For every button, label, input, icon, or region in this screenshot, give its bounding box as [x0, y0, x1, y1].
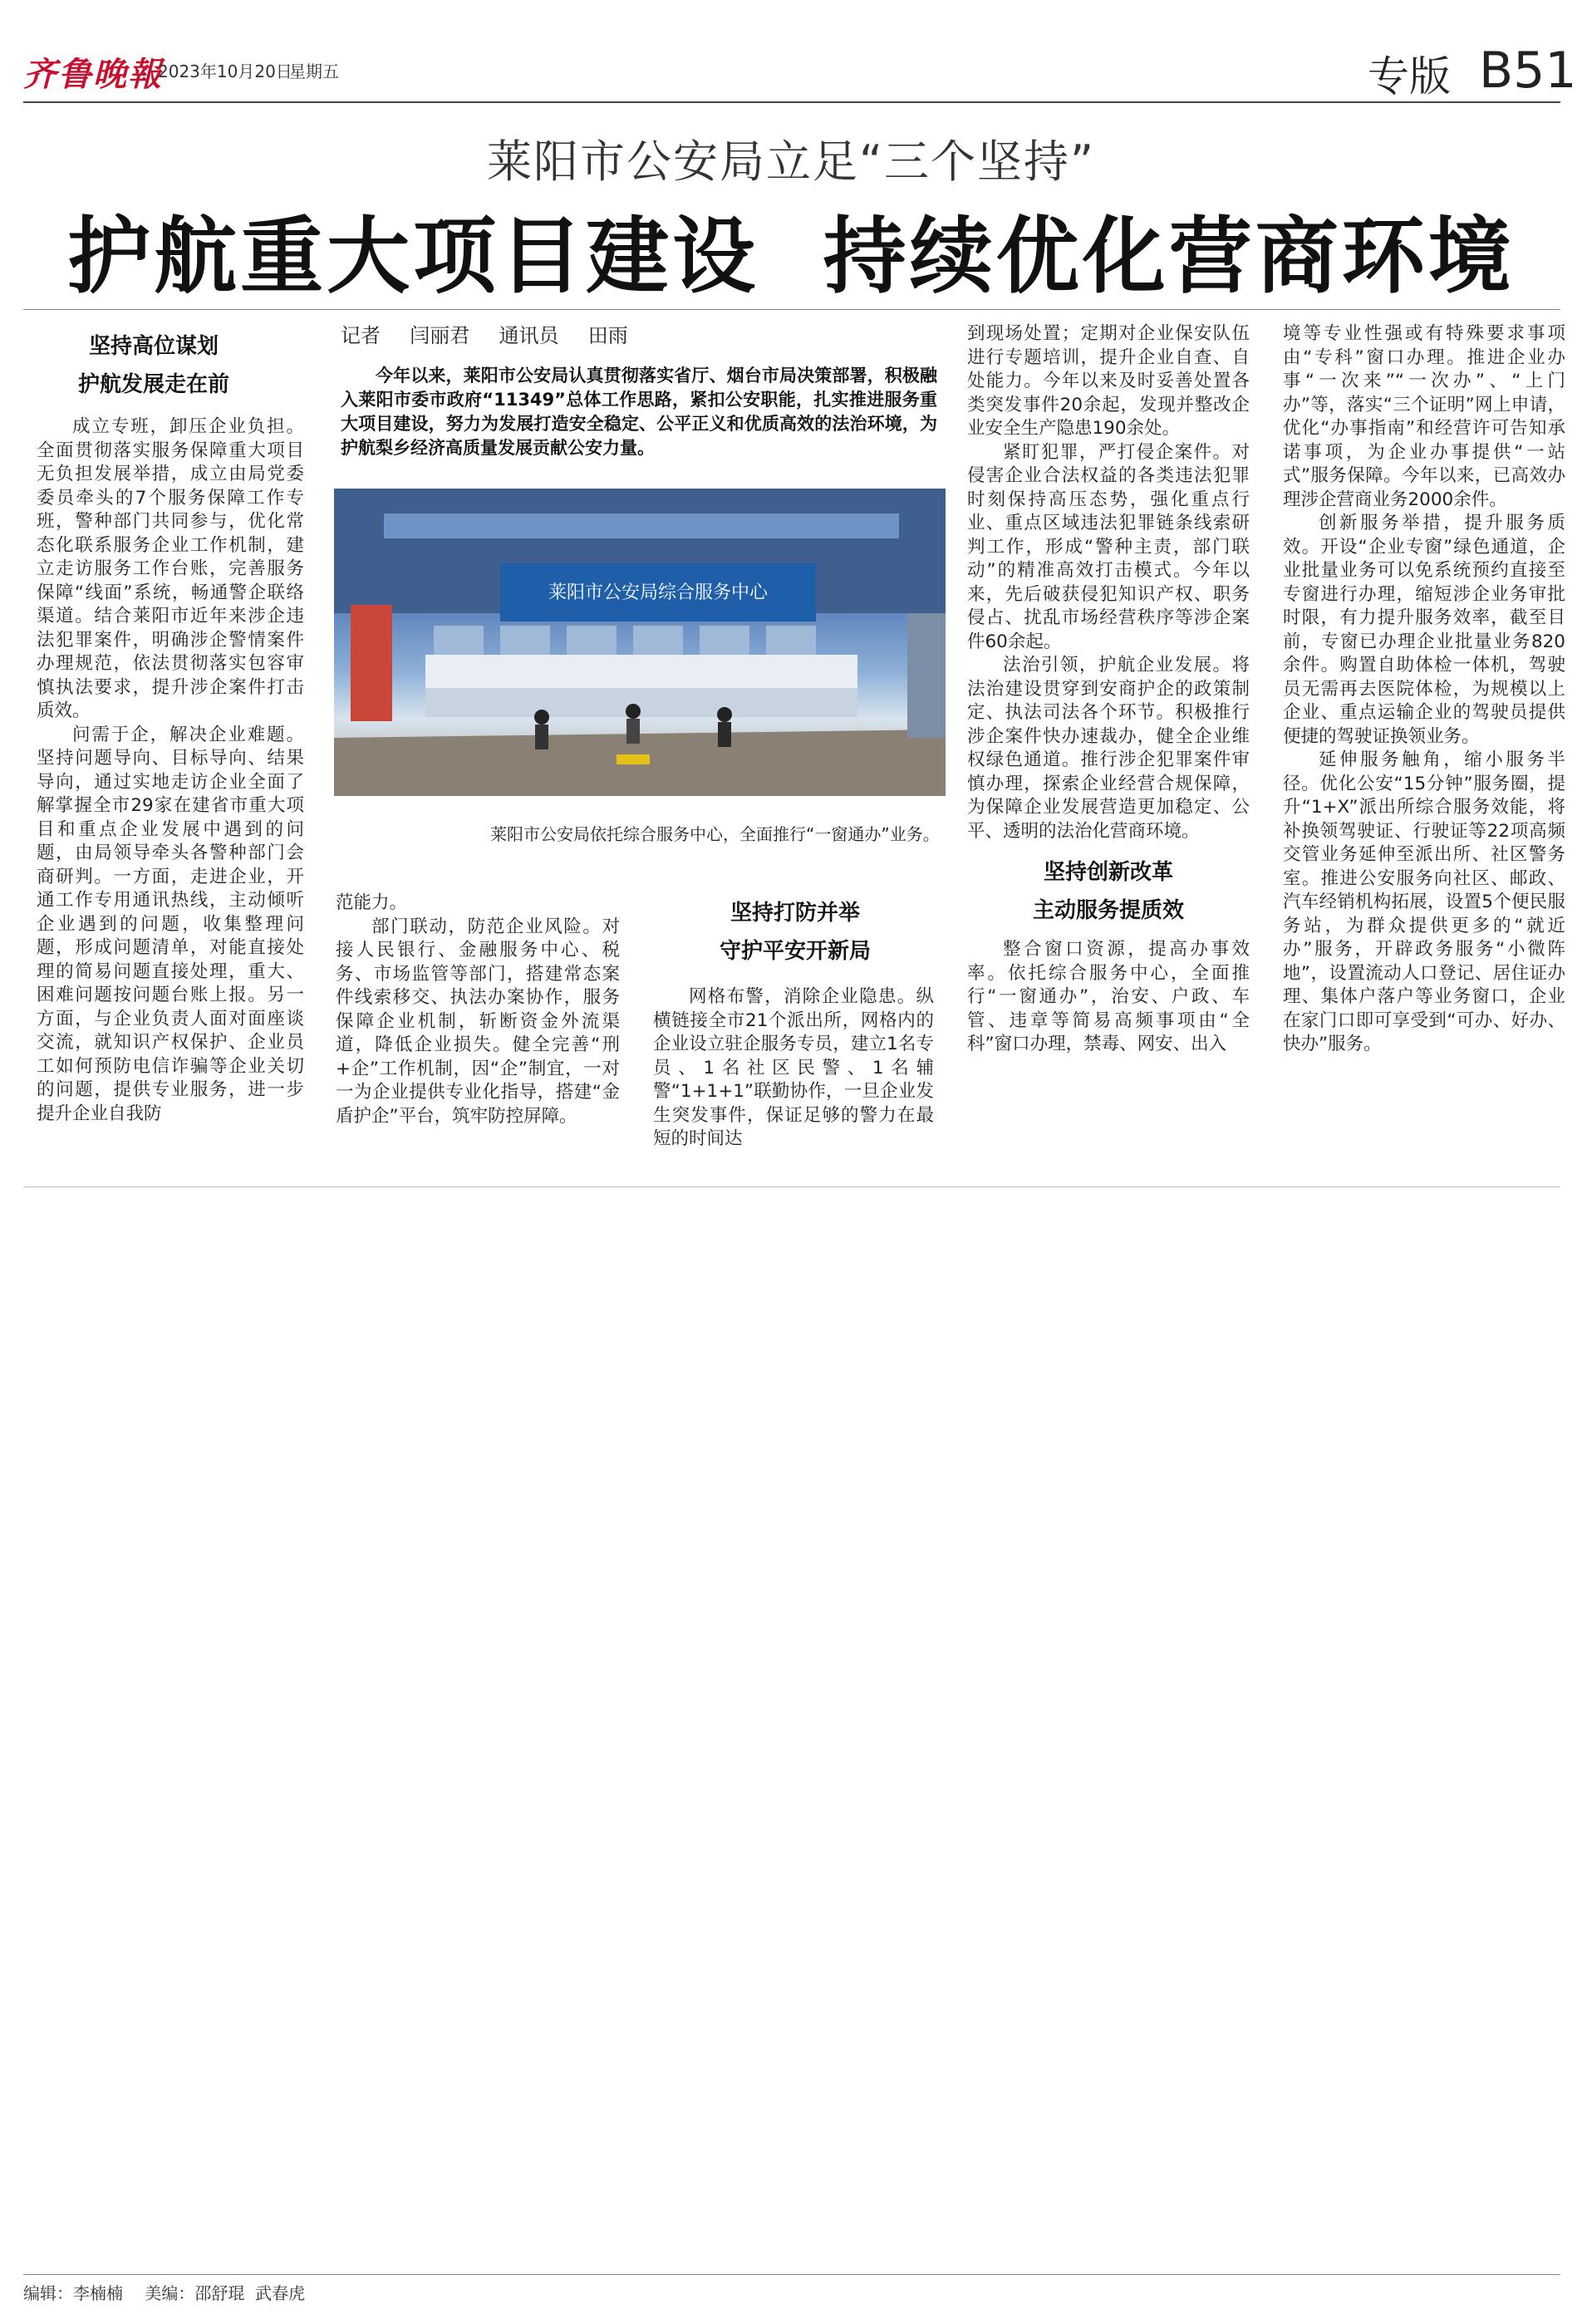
section-label: 专版 — [1368, 52, 1451, 101]
header-rule — [23, 101, 1560, 103]
section-heading-2-line2: 守护平安开新局 — [719, 939, 871, 964]
section-heading-3 — [967, 853, 1250, 930]
footer-rule — [23, 2274, 1560, 2275]
page-number: B51 — [1479, 42, 1577, 100]
column-5 — [1283, 322, 1565, 1057]
paragraph: 部门联动，防范企业风险。对接人民银行、金融服务中心、税务、市场监管等部门，搭建常态案件线索移交、执法办案协作，服务保障企业机制，斩断资金外流渠道，降低企业损失。健全完善“刑+企”工作机制，因“企”制宜，一对一为企业提供专业化指导，搭建“金盾护企”平台，筑牢防控屏障。 — [336, 916, 620, 1127]
column-3 — [653, 985, 934, 1152]
hall-banner-text: 莱阳市公安局综合服务中心 — [548, 582, 769, 603]
title-rule — [23, 309, 1560, 310]
column-1 — [37, 415, 304, 1126]
section-heading-2-line1: 坚持打防并举 — [730, 901, 860, 926]
issue-weekday: 星期五 — [289, 61, 339, 81]
paragraph: 境等专业性强或有特殊要求事项由“专科”窗口办理。推进企业办事“一次来”“一次办”、“上门办”等，落实“三个证明”网上申请，优化“办事指南”和经营许可告知承诺事项，为企业办事提供“一站式”服务保障。今年以来，已高效办理涉企营商业务2000余件。 — [1283, 323, 1565, 510]
section-heading-1-line2: 护航发展走在前 — [77, 372, 229, 397]
article-subhead: 莱阳市公安局立足“三个坚持” — [487, 135, 1095, 188]
footer-credits — [23, 2280, 322, 2304]
article-headline: 护航重大项目建设 持续优化营商环境 — [67, 207, 1515, 305]
byline: 记者 闫丽君 通讯员 田雨 — [341, 324, 628, 347]
section-heading-3-line1: 坚持创新改革 — [1043, 860, 1173, 885]
column-4 — [967, 322, 1250, 1057]
paragraph: 法治引领，护航企业发展。将法治建设贯穿到安商护企的政策制定、执法司法各个环节。积极推行涉企案件快办速裁办，健全企业维权绿色通道。推行涉企犯罪案件审慎办理，探索企业经营合规保障，为保障企业发展营造更加稳定、公平、透明的法治化营商环境。 — [967, 655, 1250, 842]
section-heading-3-line2: 主动服务提质效 — [1032, 898, 1184, 923]
paragraph: 成立专班，卸压企业负担。全面贯彻落实服务保障重大项目无负担发展举措，成立由局党委委员牵头的7个服务保障工作专班，警种部门共同参与，优化常态化联系服务企业工作机制，建立走访服务工作台账，完善服务保障“线面”系统，畅通警企联络渠道。结合莱阳市近年来涉企违法犯罪案件，明确涉企警情案件办理规范，依法贯彻落实包容审慎执法要求，提升涉企案件打击质效。 — [37, 416, 304, 721]
paragraph: 问需于企，解决企业难题。坚持问题导向、目标导向、结果导向，通过实地走访企业全面了解掌握全市29家在建省市重大项目和重点企业发展中遇到的问题，由局领导牵头各警种部门会商研判。一方面，走进企业，开通工作专用通讯热线，主动倾听企业遇到的问题，收集整理问题，形成问题清单，对能直接处理的简易问题直接处理，重大、困难问题按问题台账上报。另一方面，与企业负责人面对面座谈交流，就知识产权保护、企业员工如何预防电信诈骗等企业关切的问题，提供专业服务，进一步提升企业自我防 — [37, 724, 304, 1124]
paragraph: 整合窗口资源，提高办事效率。依托综合服务中心，全面推行“一窗通办”，治安、户政、车管、违章等简易高频事项由“全科”窗口办理，禁毒、网安、出入 — [967, 939, 1250, 1054]
editor-credit: 编辑：李楠楠 — [23, 2283, 123, 2303]
section-heading-1 — [40, 327, 268, 404]
masthead-logo: 齐鲁晚報 — [23, 55, 163, 94]
section-heading-2 — [658, 894, 932, 970]
service-hall-illustration — [334, 489, 946, 796]
photo-caption: 莱阳市公安局依托综合服务中心，全面推行“一窗通办”业务。 — [490, 824, 940, 844]
paragraph: 到现场处置；定期对企业保安队伍进行专题培训，提升企业自查、自处能力。今年以来及时妥善处置各类突发事件20余起，发现并整改企业安全生产隐患190余处。 — [967, 323, 1250, 439]
article-lead: 今年以来，莱阳市公安局认真贯彻落实省厅、烟台市局决策部署，积极融入莱阳市委市政府“11349”总体工作思路，紧扣公安职能，扎实推进服务重大项目建设，努力为发展打造安全稳定、公平正义和优质高效的法治环境，为护航梨乡经济高质量发展贡献公安力量。 — [341, 366, 937, 458]
paragraph: 网格布警，消除企业隐患。纵横链接全市21个派出所，网格内的企业设立驻企服务专员，建立1名专员、1名社区民警、1名辅警“1+1+1”联勤协作，一旦企业发生突发事件，保证足够的警力在最短的时间达 — [653, 986, 934, 1149]
news-photo — [334, 489, 946, 796]
paragraph: 延伸服务触角，缩小服务半径。优化公安“15分钟”服务圈，提升“1+X”派出所综合服务效能，将补换领驾驶证、行驶证等22项高频交管业务延伸至派出所、社区警务室。推进公安服务向社区、邮政、汽车经销机构拓展，设置5个便民服务站，为群众提供更多的“就近办”服务，开辟政务服务“小微阵地”，设置流动人口登记、居住证办理、集体户落户等业务窗口，企业在家门口即可享受到“可办、好办、快办”服务。 — [1283, 749, 1566, 1054]
designer-credit: 美编：邵舒琨 武春虎 — [145, 2283, 306, 2303]
section-heading-1-line1: 坚持高位谋划 — [88, 334, 219, 359]
paragraph: 紧盯犯罪，严打侵企案件。对侵害企业合法权益的各类违法犯罪时刻保持高压态势，强化重点行业、重点区域违法犯罪链条线索研判工作，形成“警种主责，部门联动”的精准高效打击模式。今年以来，先后破获侵犯知识产权、职务侵占、扰乱市场经营秩序等涉企案件60余起。 — [967, 441, 1250, 652]
paragraph: 范能力。 — [336, 892, 408, 913]
column-2 — [336, 892, 620, 1128]
paragraph: 创新服务举措，提升服务质效。开设“企业专窗”绿色通道，企业批量业务可以免系统预约直接至专窗进行办理，缩短涉企业务审批时限，有力提升服务效率，截至目前，专窗已办理企业批量业务820余件。购置自助体检一体机，驾驶员无需再去医院体检，为规模以上企业、重点运输企业的驾驶员提供便捷的驾驶证换领业务。 — [1283, 513, 1565, 747]
issue-date: 2023年10月20日 — [158, 61, 292, 81]
